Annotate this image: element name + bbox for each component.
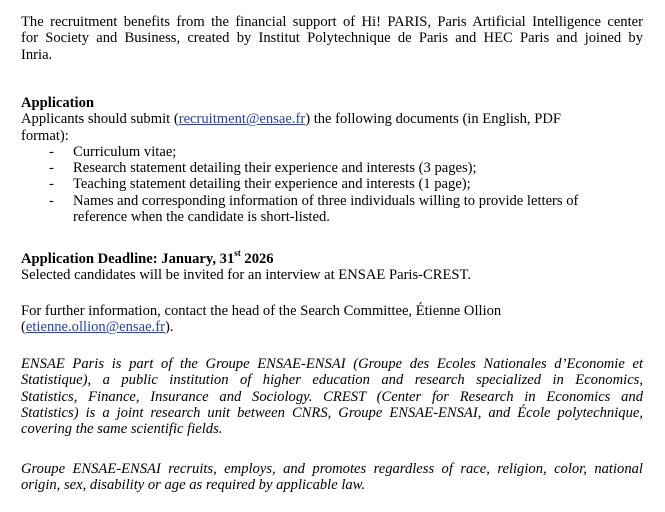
about-line: Statistique), a public institution of higher education and research specialized in Economics, xyxy=(21,372,643,389)
list-item-text: Research statement detailing their experience and interests (3 pages); xyxy=(73,160,477,177)
list-dash: - xyxy=(49,160,54,177)
about-line: covering the same scientific fields. xyxy=(21,421,223,438)
list-dash: - xyxy=(49,176,54,193)
intro-line-3: Inria. xyxy=(21,46,53,63)
contact-section xyxy=(21,303,643,336)
contact-paren-open: ( xyxy=(21,319,26,336)
equal-opportunity-line-2: origin, sex, disability or age as required by applicable law. xyxy=(21,477,365,494)
about-line: Statistics, Finance, Insurance and Sociology. CREST (Center for Research in Economics and xyxy=(21,388,643,405)
list-item xyxy=(21,209,643,225)
list-item xyxy=(21,144,643,160)
intro-line-1: The recruitment benefits from the financial support of Hi! PARIS, Paris Artificial Intelligence center xyxy=(21,14,643,30)
deadline-note: Selected candidates will be invited for an interview at ENSAE Paris-CREST. xyxy=(21,267,471,284)
contact-paren-close: ). xyxy=(164,319,174,336)
list-item-text: Names and corresponding information of three individuals willing to provide letters of xyxy=(73,192,579,209)
about-paragraph xyxy=(21,356,643,437)
list-item-text: reference when the candidate is short-listed. xyxy=(73,209,330,226)
intro-line-2: for Society and Business, created by Institut Polytechnique de Paris and HEC Paris and joined by xyxy=(21,30,643,47)
application-lead-before: Applicants should submit ( xyxy=(21,111,179,128)
contact-line-2 xyxy=(21,319,643,335)
list-dash: - xyxy=(49,143,54,160)
application-heading: Application xyxy=(21,95,94,111)
contact-line-1: For further information, contact the head of the Search Committee, Étienne Ollion xyxy=(21,303,502,319)
equal-opportunity-line-1: Groupe ENSAE-ENSAI recruits, employs, and promotes regardless of race, religion, color, national xyxy=(21,461,643,477)
list-item xyxy=(21,193,643,209)
deadline-section xyxy=(21,248,643,284)
list-item-text: Curriculum vitae; xyxy=(73,143,177,160)
equal-opportunity-paragraph xyxy=(21,461,643,494)
contact-email-link[interactable]: etienne.ollion@ensae.fr xyxy=(25,319,165,336)
recruitment-email-link[interactable]: recruitment@ensae.fr xyxy=(178,111,306,128)
deadline-ordinal: st xyxy=(234,248,241,259)
list-dash: - xyxy=(49,192,54,209)
about-line: ENSAE Paris is part of the Groupe ENSAE-ENSAI (Groupe des Ecoles Nationales d’Economie et xyxy=(21,356,643,372)
list-item xyxy=(21,160,643,176)
list-item xyxy=(21,176,643,192)
application-lead-after: ) the following documents (in English, PDF xyxy=(305,111,561,128)
application-lead-line-2: format): xyxy=(21,127,69,144)
deadline-label: Application Deadline: January, 31 xyxy=(21,251,235,267)
application-section xyxy=(21,95,643,225)
about-line: Statistics) is a joint research unit between CNRS, Groupe ENSAE-ENSAI, and École polytechnique, xyxy=(21,404,643,421)
documents-list xyxy=(21,144,643,225)
intro-paragraph xyxy=(21,14,643,63)
list-item-text: Teaching statement detailing their experience and interests (1 page); xyxy=(73,176,471,193)
application-lead xyxy=(21,111,643,127)
deadline-year: 2026 xyxy=(240,251,274,267)
deadline-heading xyxy=(21,248,643,267)
